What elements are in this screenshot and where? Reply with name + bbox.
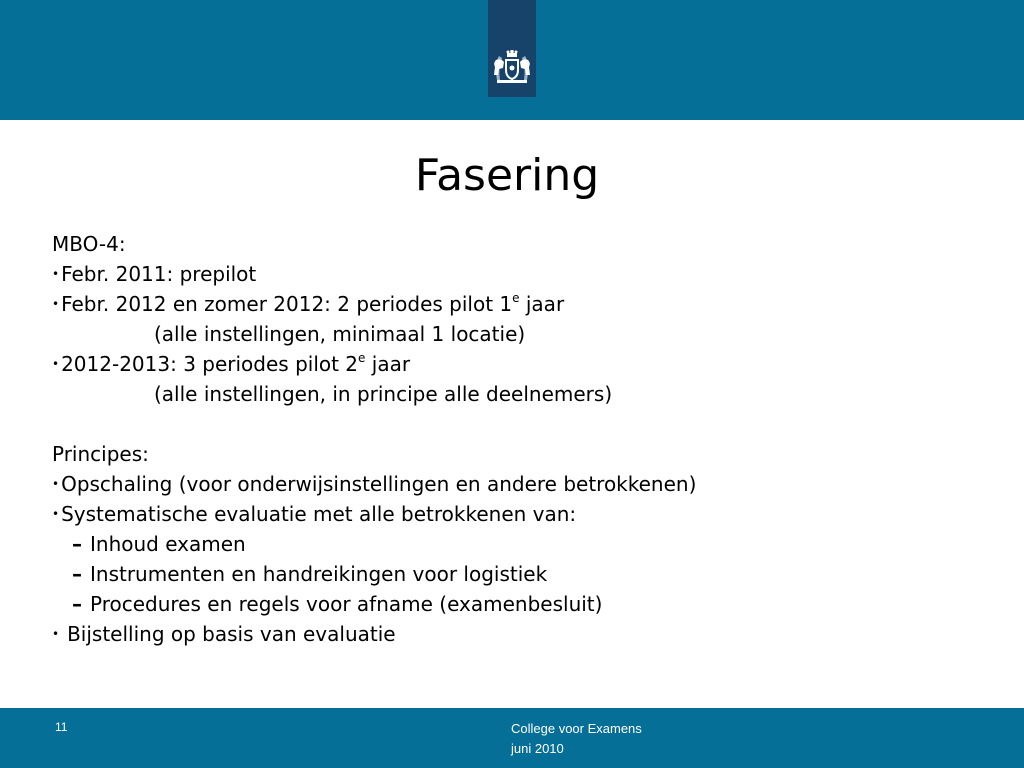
- list-item-text: Systematische evaluatie met alle betrokkenen van:: [61, 502, 577, 526]
- dash-icon: –: [72, 532, 82, 556]
- footer-organization: College voor Examens: [511, 721, 642, 736]
- list-item: [52, 349, 952, 379]
- superscript: e: [358, 351, 366, 365]
- footer-date: juni 2010: [511, 741, 564, 756]
- footer-info: [511, 719, 642, 759]
- bullet-icon: •: [52, 477, 60, 491]
- bullet-icon: •: [52, 357, 60, 371]
- list-item-text: jaar: [519, 292, 565, 316]
- sub-list-item: [52, 529, 952, 559]
- dutch-coat-of-arms-icon: [491, 50, 533, 86]
- list-item: [52, 289, 952, 319]
- list-item: [52, 469, 952, 499]
- slide-content: [52, 229, 952, 649]
- sub-list-item: [52, 559, 952, 589]
- spacer: [52, 409, 952, 439]
- sub-list-item: [52, 589, 952, 619]
- sub-list-item-text: Procedures en regels voor afname (examenbesluit): [90, 592, 603, 616]
- list-item-text: 2012-2013: 3 periodes pilot 2: [61, 352, 359, 376]
- list-item-text: Opschaling (voor onderwijsinstellingen en andere betrokkenen): [61, 472, 697, 496]
- list-item-text: Bijstelling op basis van evaluatie: [67, 622, 396, 646]
- dash-icon: –: [72, 562, 82, 586]
- bullet-icon: •: [52, 297, 60, 311]
- list-item: [52, 259, 952, 289]
- list-item-note: (alle instellingen, minimaal 1 locatie): [154, 322, 526, 346]
- list-item-note: (alle instellingen, in principe alle deelnemers): [154, 382, 613, 406]
- list-item: [52, 499, 952, 529]
- slide-title: Fasering: [414, 150, 600, 201]
- principles-heading: Principes:: [52, 442, 149, 466]
- bullet-icon: •: [52, 267, 60, 281]
- header-band: [0, 0, 1024, 120]
- dash-icon: –: [72, 592, 82, 616]
- bullet-icon: •: [52, 627, 60, 641]
- sub-list-item-text: Inhoud examen: [90, 532, 246, 556]
- sub-list-item-text: Instrumenten en handreikingen voor logistiek: [90, 562, 548, 586]
- page-number: 11: [55, 720, 68, 734]
- mbo-heading: MBO-4:: [52, 232, 126, 256]
- list-item-text: jaar: [365, 352, 411, 376]
- list-item: [52, 619, 952, 649]
- logo-tab: [488, 0, 536, 97]
- superscript: e: [512, 291, 520, 305]
- list-item-text: Febr. 2011: prepilot: [61, 262, 257, 286]
- list-item-text: Febr. 2012 en zomer 2012: 2 periodes pilot 1: [61, 292, 513, 316]
- bullet-icon: •: [52, 507, 60, 521]
